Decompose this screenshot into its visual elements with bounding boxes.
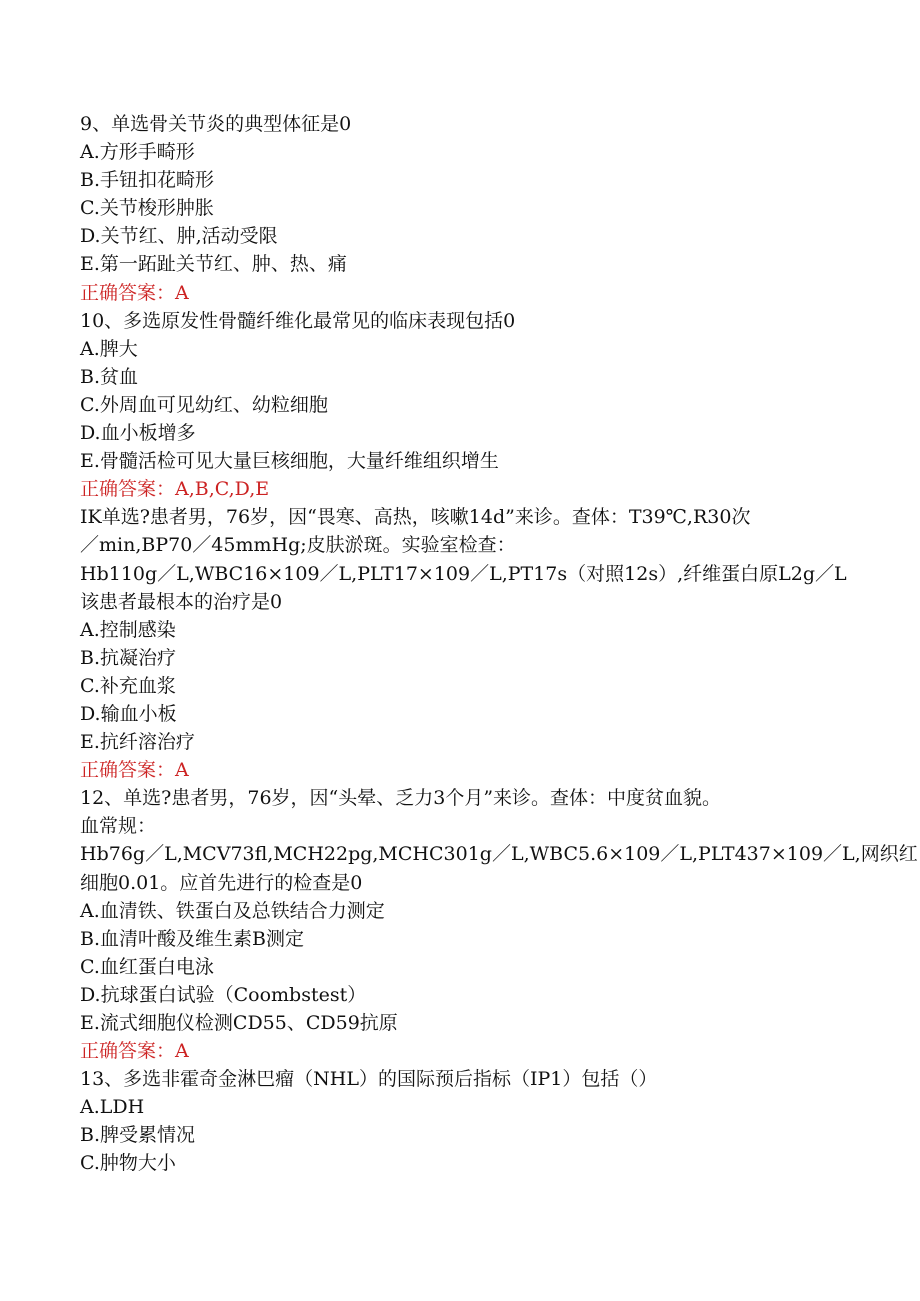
option-line: A.血清铁、铁蛋白及总铁结合力测定 [80, 899, 385, 922]
option-line: D.血小板增多 [80, 422, 196, 445]
answer-line: 正确答案：A [80, 281, 189, 304]
question-line: Hb76g／L,MCV73fl,MCH22pg,MCHC301g／L,WBC5.6×109／L,PLT437×109／L,网织红 [80, 843, 918, 866]
option-line: C.补充血浆 [80, 674, 176, 697]
option-line: A.LDH [80, 1096, 145, 1119]
option-line: A.脾大 [80, 337, 138, 360]
option-line: E.抗纤溶治疗 [80, 731, 195, 754]
option-line: E.骨髓活检可见大量巨核细胞，大量纤维组织增生 [80, 450, 499, 473]
option-line: B.手钮扣花畸形 [80, 169, 215, 192]
question-line: IK单选?患者男，76岁，因“畏寒、高热，咳嗽14d”来诊。查体：T39℃,R30次 [80, 506, 751, 529]
option-line: E.流式细胞仪检测CD55、CD59抗原 [80, 1012, 398, 1034]
option-line: C.肿物大小 [80, 1152, 176, 1175]
answer-line: 正确答案：A,B,C,D,E [80, 478, 270, 501]
question-line: 10、多选原发性骨髓纤维化最常见的临床表现包括0 [80, 309, 516, 332]
question-line: 9、单选骨关节炎的典型体征是0 [80, 113, 352, 135]
option-line: B.血清叶酸及维生素B测定 [80, 927, 304, 950]
option-line: A.方形手畸形 [80, 141, 195, 164]
answer-line: 正确答案：A [80, 1040, 189, 1063]
question-line: 血常规： [80, 815, 157, 838]
option-line: C.外周血可见幼红、幼粒细胞 [80, 393, 328, 416]
question-line: 该患者最根本的治疗是0 [80, 590, 283, 613]
question-line: ／min,BP70／45mmHg;皮肤淤斑。实验室检查： [80, 534, 516, 557]
option-line: D.关节红、肿,活动受限 [80, 225, 278, 248]
option-line: B.贫血 [80, 365, 139, 388]
question-line: 12、单选?患者男，76岁，因“头晕、乏力3个月”来诊。查体：中度贫血貌。 [80, 787, 722, 810]
question-line: 13、多选非霍奇金淋巴瘤（NHL）的国际预后指标（IP1）包括（） [80, 1068, 658, 1091]
option-line: A.控制感染 [80, 618, 176, 641]
option-line: B.脾受累情况 [80, 1124, 196, 1147]
option-line: E.第一跖趾关节红、肿、热、痛 [80, 253, 347, 276]
answer-line: 正确答案：A [80, 759, 189, 782]
option-line: C.关节梭形肿胀 [80, 197, 214, 220]
document-page [80, 110, 918, 1178]
option-line: B.抗凝治疗 [80, 646, 177, 669]
question-line: Hb110g／L,WBC16×109／L,PLT17×109／L,PT17s（对照12s）,纤维蛋白原L2g／L [80, 562, 847, 585]
option-line: D.输血小板 [80, 702, 177, 725]
question-line: 细胞0.01。应首先进行的检查是0 [80, 871, 363, 894]
option-line: D.抗球蛋白试验（Coombstest） [80, 983, 367, 1006]
option-line: C.血红蛋白电泳 [80, 955, 214, 978]
